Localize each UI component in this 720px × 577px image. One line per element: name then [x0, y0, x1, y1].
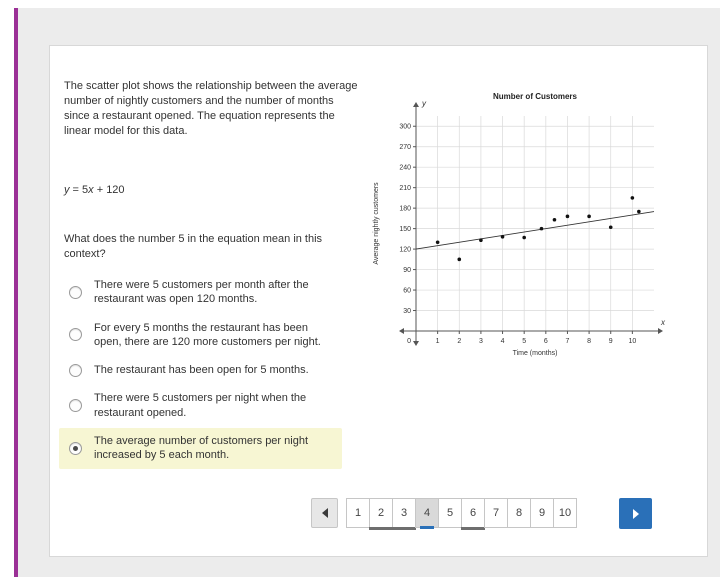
- svg-text:8: 8: [587, 338, 592, 345]
- answer-option-5[interactable]: [59, 428, 342, 469]
- svg-text:5: 5: [522, 338, 527, 345]
- svg-text:9: 9: [608, 338, 613, 345]
- left-accent-bar: [14, 8, 18, 577]
- prev-page-button[interactable]: [311, 498, 338, 528]
- answer-option-4[interactable]: [59, 385, 342, 426]
- page-button-6[interactable]: 6: [461, 498, 485, 528]
- options-list: [59, 272, 342, 469]
- radio-button[interactable]: [69, 442, 82, 455]
- page-button-8[interactable]: 8: [507, 498, 531, 528]
- svg-text:y: y: [422, 99, 426, 108]
- svg-text:210: 210: [399, 185, 411, 193]
- equation-tail: + 120: [93, 184, 125, 196]
- svg-text:x: x: [661, 318, 665, 327]
- svg-text:270: 270: [399, 144, 411, 152]
- svg-text:240: 240: [399, 164, 411, 172]
- svg-text:3: 3: [478, 338, 483, 345]
- equation: [64, 184, 125, 196]
- answer-option-2[interactable]: [59, 315, 342, 356]
- svg-text:Average nightly customers: Average nightly customers: [373, 182, 380, 265]
- radio-button[interactable]: [69, 286, 82, 299]
- option-label: There were 5 customers per month after the restaurant was open 120 months.: [94, 279, 309, 306]
- question-prompt: The scatter plot shows the relationship between the average number of nightly customers and the number of months since a restaurant opened. The equation represents the linear model for this data.: [64, 80, 358, 137]
- page-button-3[interactable]: 3: [392, 498, 416, 528]
- svg-text:10: 10: [628, 338, 637, 345]
- svg-text:60: 60: [403, 287, 411, 295]
- question-text: What does the number 5 in the equation mean in this context?: [64, 233, 323, 260]
- left-triangle-icon: [322, 508, 328, 518]
- page-button-7[interactable]: 7: [484, 498, 508, 528]
- option-label: The restaurant has been open for 5 months.: [94, 364, 309, 377]
- option-label: The average number of customers per night increased by 5 each month.: [94, 435, 309, 462]
- svg-text:Number of Customers: Number of Customers: [492, 92, 578, 101]
- page-button-10[interactable]: 10: [553, 498, 577, 528]
- option-label: There were 5 customers per night when the restaurant opened.: [94, 392, 307, 419]
- page-button-1[interactable]: 1: [346, 498, 370, 528]
- scatter-plot: [368, 86, 670, 371]
- pagination: [311, 498, 652, 529]
- page-button-9[interactable]: 9: [530, 498, 554, 528]
- svg-text:7: 7: [565, 338, 570, 345]
- page-button-2[interactable]: 2: [369, 498, 393, 528]
- svg-text:300: 300: [399, 123, 411, 131]
- equation-x: x: [88, 184, 94, 196]
- chart: [368, 86, 670, 371]
- radio-button[interactable]: [69, 328, 82, 341]
- next-page-button[interactable]: [619, 498, 652, 529]
- svg-text:30: 30: [403, 308, 411, 316]
- radio-button[interactable]: [69, 364, 82, 377]
- right-triangle-icon: [633, 509, 639, 519]
- svg-text:4: 4: [500, 338, 505, 345]
- svg-text:90: 90: [403, 267, 411, 275]
- svg-text:2: 2: [457, 338, 462, 345]
- answer-option-3[interactable]: [59, 357, 319, 383]
- page-button-5[interactable]: 5: [438, 498, 462, 528]
- svg-text:1: 1: [435, 338, 440, 345]
- svg-text:6: 6: [543, 338, 548, 345]
- page-button-4[interactable]: 4: [415, 498, 439, 528]
- svg-text:180: 180: [399, 205, 411, 213]
- radio-button[interactable]: [69, 399, 82, 412]
- equation-y: y: [64, 184, 70, 196]
- answer-option-1[interactable]: [59, 272, 342, 313]
- equation-mid: = 5: [69, 184, 89, 196]
- svg-text:Time (months): Time (months): [512, 350, 558, 357]
- question-card: [49, 45, 708, 557]
- svg-text:150: 150: [399, 226, 411, 234]
- svg-text:120: 120: [399, 246, 411, 254]
- svg-text:0: 0: [407, 338, 411, 345]
- option-label: For every 5 months the restaurant has been open, there are 120 more customers per night.: [94, 321, 321, 348]
